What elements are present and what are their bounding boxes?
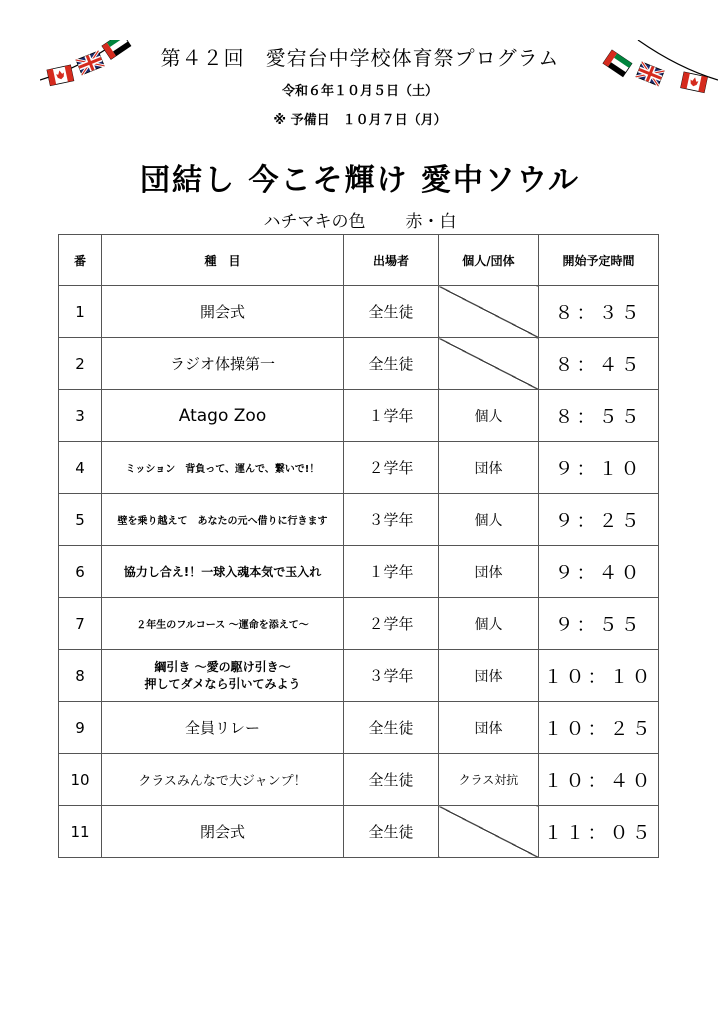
row-participants: 全生徒	[344, 338, 439, 390]
table-row	[59, 650, 659, 702]
table-row	[59, 546, 659, 598]
row-event: 協力し合え!！一球入魂本気で玉入れ	[102, 546, 344, 598]
row-type: 個人	[439, 494, 539, 546]
table-row	[59, 598, 659, 650]
row-event-line2: 押してダメなら引いてみよう	[144, 676, 301, 691]
row-time: ８：３５	[539, 286, 659, 338]
row-type: 個人	[439, 598, 539, 650]
row-no: 2	[59, 338, 102, 390]
row-no: 8	[59, 650, 102, 702]
table-row	[59, 806, 659, 858]
row-type: 個人	[439, 390, 539, 442]
header-type: 個人/団体	[439, 235, 539, 286]
hachimaki-colors: 赤・白	[405, 212, 457, 232]
row-participants: ３学年	[344, 494, 439, 546]
program-table	[58, 234, 659, 858]
slogan: 団結し 今こそ輝け 愛中ソウル	[140, 163, 580, 198]
row-type-empty	[439, 286, 539, 338]
row-event: Atago Zoo	[102, 390, 344, 442]
header-participants: 出場者	[344, 235, 439, 286]
table-row	[59, 286, 659, 338]
hachimaki-color	[0, 207, 720, 232]
row-no: 1	[59, 286, 102, 338]
program-title: 第４２回 愛宕台中学校体育祭プログラム	[160, 46, 560, 70]
row-type-empty	[439, 806, 539, 858]
row-type: 団体	[439, 650, 539, 702]
row-participants: ３学年	[344, 650, 439, 702]
row-event: ミッション 背負って、運んで、繋いで!！	[102, 442, 344, 494]
row-time: １１：０５	[539, 806, 659, 858]
row-event-line1: 綱引き ～愛の駆け引き～	[154, 659, 291, 674]
row-no: 3	[59, 390, 102, 442]
row-no: 7	[59, 598, 102, 650]
row-no: 11	[59, 806, 102, 858]
row-type: クラス対抗	[439, 754, 539, 806]
table-row	[59, 754, 659, 806]
row-participants: 全生徒	[344, 806, 439, 858]
row-time: ９：４０	[539, 546, 659, 598]
header-no: 番	[59, 235, 102, 286]
row-no: 4	[59, 442, 102, 494]
row-event: ２年生のフルコース ～運命を添えて～	[102, 598, 344, 650]
row-event	[102, 650, 344, 702]
table-header-row	[59, 235, 659, 286]
row-type-empty	[439, 338, 539, 390]
table-row	[59, 442, 659, 494]
row-type: 団体	[439, 546, 539, 598]
table-row	[59, 338, 659, 390]
row-event: ラジオ体操第一	[102, 338, 344, 390]
row-participants: 全生徒	[344, 286, 439, 338]
hachimaki-label: ハチマキの色	[263, 212, 366, 232]
row-time: ９：５５	[539, 598, 659, 650]
header-event: 種 目	[102, 235, 344, 286]
row-event: 開会式	[102, 286, 344, 338]
table-row	[59, 702, 659, 754]
header-start-time: 開始予定時間	[539, 235, 659, 286]
row-no: 10	[59, 754, 102, 806]
table-row	[59, 494, 659, 546]
row-participants: 全生徒	[344, 754, 439, 806]
row-time: １０：４０	[539, 754, 659, 806]
row-time: １０：１０	[539, 650, 659, 702]
row-participants: ２学年	[344, 598, 439, 650]
row-no: 9	[59, 702, 102, 754]
row-type: 団体	[439, 442, 539, 494]
row-participants: １学年	[344, 390, 439, 442]
row-no: 5	[59, 494, 102, 546]
row-no: 6	[59, 546, 102, 598]
row-participants: 全生徒	[344, 702, 439, 754]
row-time: １０：２５	[539, 702, 659, 754]
row-event: クラスみんなで大ジャンプ！	[102, 754, 344, 806]
row-participants: １学年	[344, 546, 439, 598]
spare-day-note: ※ 予備日 １０月７日（月）	[273, 113, 447, 128]
row-event: 壁を乗り越えて あなたの元へ借りに行きます	[102, 494, 344, 546]
table-row	[59, 390, 659, 442]
row-time: ８：４５	[539, 338, 659, 390]
row-time: ９：１０	[539, 442, 659, 494]
row-time: ９：２５	[539, 494, 659, 546]
event-date: 令和６年１０月５日（土）	[281, 84, 438, 99]
row-event: 閉会式	[102, 806, 344, 858]
row-participants: ２学年	[344, 442, 439, 494]
row-type: 団体	[439, 702, 539, 754]
row-event: 全員リレー	[102, 702, 344, 754]
row-time: ８：５５	[539, 390, 659, 442]
